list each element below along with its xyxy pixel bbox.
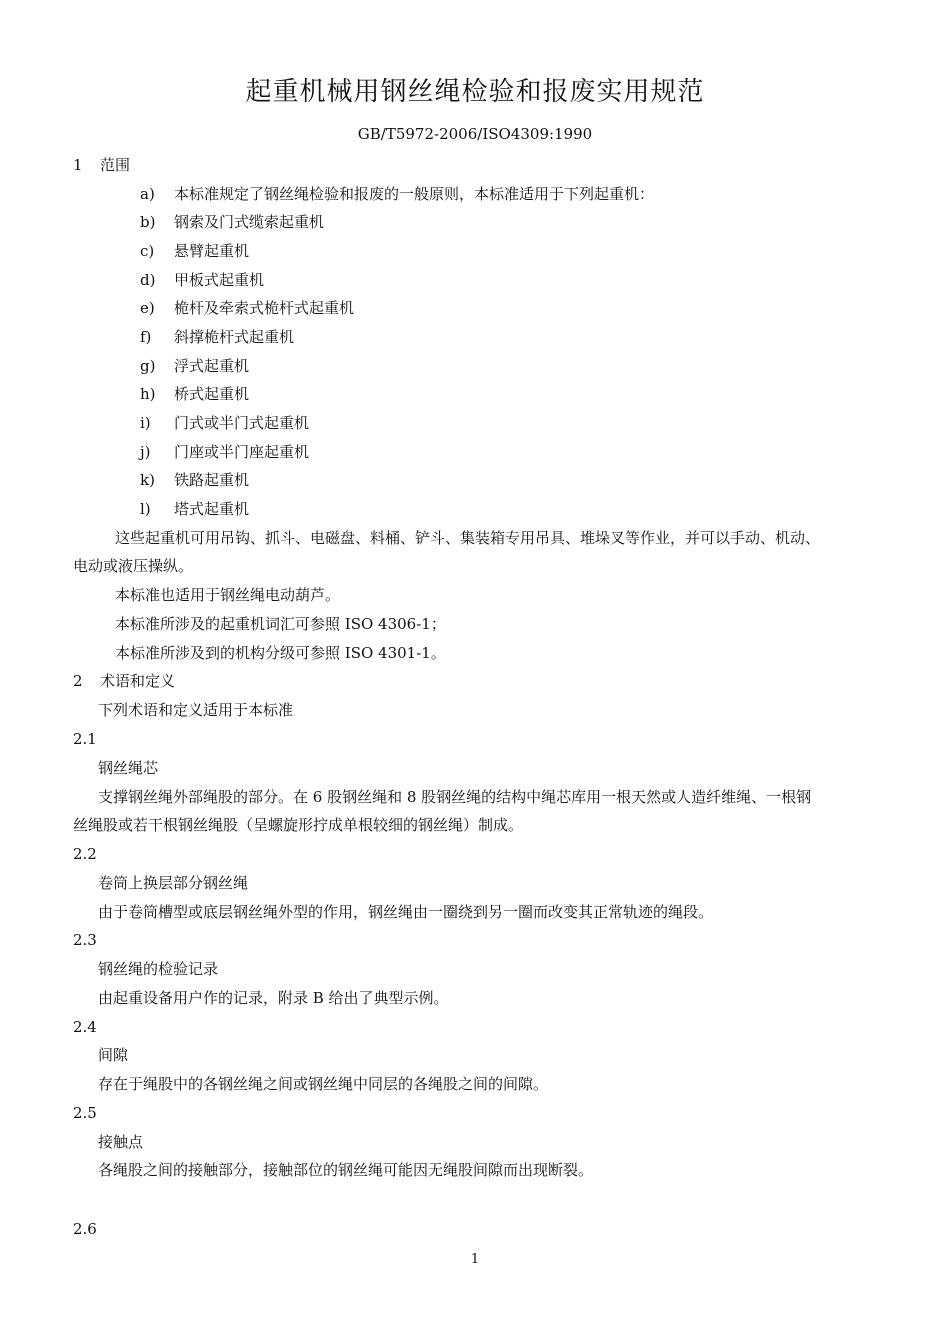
list-item-label: g) — [140, 357, 156, 375]
list-item-text: 甲板式起重机 — [174, 271, 265, 289]
section-title: 术语和定义 — [100, 672, 176, 690]
list-item — [140, 498, 249, 520]
list-item-label: k) — [140, 471, 155, 489]
list-item-text: 钢索及门式缆索起重机 — [174, 213, 325, 231]
section-number: 1 — [73, 156, 83, 174]
list-item — [140, 183, 654, 205]
section-2-heading — [73, 670, 175, 692]
term-number: 2.4 — [73, 1018, 97, 1036]
paragraph-line: 电动或液压操纵。 — [73, 557, 194, 575]
term-number: 2.2 — [73, 845, 97, 863]
list-item — [140, 326, 294, 348]
list-item — [140, 240, 249, 262]
list-item-label: c) — [140, 242, 155, 260]
term-number: 2.5 — [73, 1104, 97, 1122]
list-item-label: i) — [140, 414, 151, 432]
term-name: 卷筒上换层部分钢丝绳 — [98, 874, 249, 892]
list-item — [140, 355, 249, 377]
list-item-label: h) — [140, 385, 156, 403]
section-1-heading — [73, 154, 130, 176]
list-item-text: 门座或半门座起重机 — [174, 443, 310, 461]
list-item-text: 门式或半门式起重机 — [174, 414, 310, 432]
list-item — [140, 269, 264, 291]
list-item — [140, 469, 249, 491]
term-name: 钢丝绳的检验记录 — [98, 960, 219, 978]
page-number: 1 — [470, 1252, 480, 1267]
list-item — [140, 412, 309, 434]
list-item-label: b) — [140, 213, 156, 231]
term-name: 钢丝绳芯 — [98, 759, 159, 777]
section-number: 2 — [73, 672, 83, 690]
paragraph: 本标准所涉及的起重机词汇可参照 ISO 4306-1； — [115, 615, 446, 633]
standard-code: GB/T5972-2006/ISO4309:1990 — [357, 125, 593, 143]
term-number: 2.3 — [73, 931, 97, 949]
term-name: 接触点 — [98, 1133, 144, 1151]
list-item-text: 本标准规定了钢丝绳检验和报废的一般原则，本标准适用于下列起重机： — [174, 185, 655, 203]
list-item-text: 桅杆及牵索式桅杆式起重机 — [174, 299, 355, 317]
list-item-text: 桥式起重机 — [174, 385, 250, 403]
list-item-text: 浮式起重机 — [174, 357, 250, 375]
list-item-label: l) — [140, 500, 151, 518]
document-title: 起重机械用钢丝绳检验和报废实用规范 — [245, 77, 705, 107]
list-item-label: f) — [140, 328, 152, 346]
term-definition: 由于卷筒槽型或底层钢丝绳外型的作用，钢丝绳由一圈绕到另一圈而改变其正常轨迹的绳段。 — [98, 903, 714, 921]
term-definition: 支撑钢丝绳外部绳股的部分。在 6 股钢丝绳和 8 股钢丝绳的结构中绳芯库用一根天然或人造纤维绳、一根钢 — [98, 788, 812, 806]
list-item — [140, 441, 309, 463]
term-name: 间隙 — [98, 1046, 129, 1064]
section-title: 范围 — [100, 156, 131, 174]
term-definition-cont: 丝绳股或若干根钢丝绳股（呈螺旋形拧成单根较细的钢丝绳）制成。 — [73, 816, 524, 834]
term-definition: 存在于绳股中的各钢丝绳之间或钢丝绳中同层的各绳股之间的间隙。 — [98, 1075, 549, 1093]
list-item — [140, 297, 354, 319]
paragraph: 本标准也适用于钢丝绳电动葫芦。 — [115, 586, 341, 604]
paragraph-line: 这些起重机可用吊钩、抓斗、电磁盘、料桶、铲斗、集装箱专用吊具、堆垛叉等作业，并可以手动、机动、 — [115, 529, 821, 547]
list-item-label: d) — [140, 271, 156, 289]
term-definition: 各绳股之间的接触部分，接触部位的钢丝绳可能因无绳股间隙而出现断裂。 — [98, 1161, 594, 1179]
list-item-text: 铁路起重机 — [174, 471, 250, 489]
list-item — [140, 211, 324, 233]
list-item-text: 斜撑桅杆式起重机 — [174, 328, 295, 346]
list-item-label: a) — [140, 185, 155, 203]
term-definition: 由起重设备用户作的记录，附录 B 给出了典型示例。 — [98, 989, 449, 1007]
term-number: 2.1 — [73, 730, 97, 748]
section-intro: 下列术语和定义适用于本标准 — [98, 701, 294, 719]
list-item-text: 悬臂起重机 — [174, 242, 250, 260]
list-item-text: 塔式起重机 — [174, 500, 250, 518]
list-item — [140, 383, 249, 405]
term-number: 2.6 — [73, 1220, 97, 1238]
list-item-label: e) — [140, 299, 155, 317]
paragraph: 本标准所涉及到的机构分级可参照 ISO 4301-1。 — [115, 644, 446, 662]
list-item-label: j) — [140, 443, 151, 461]
